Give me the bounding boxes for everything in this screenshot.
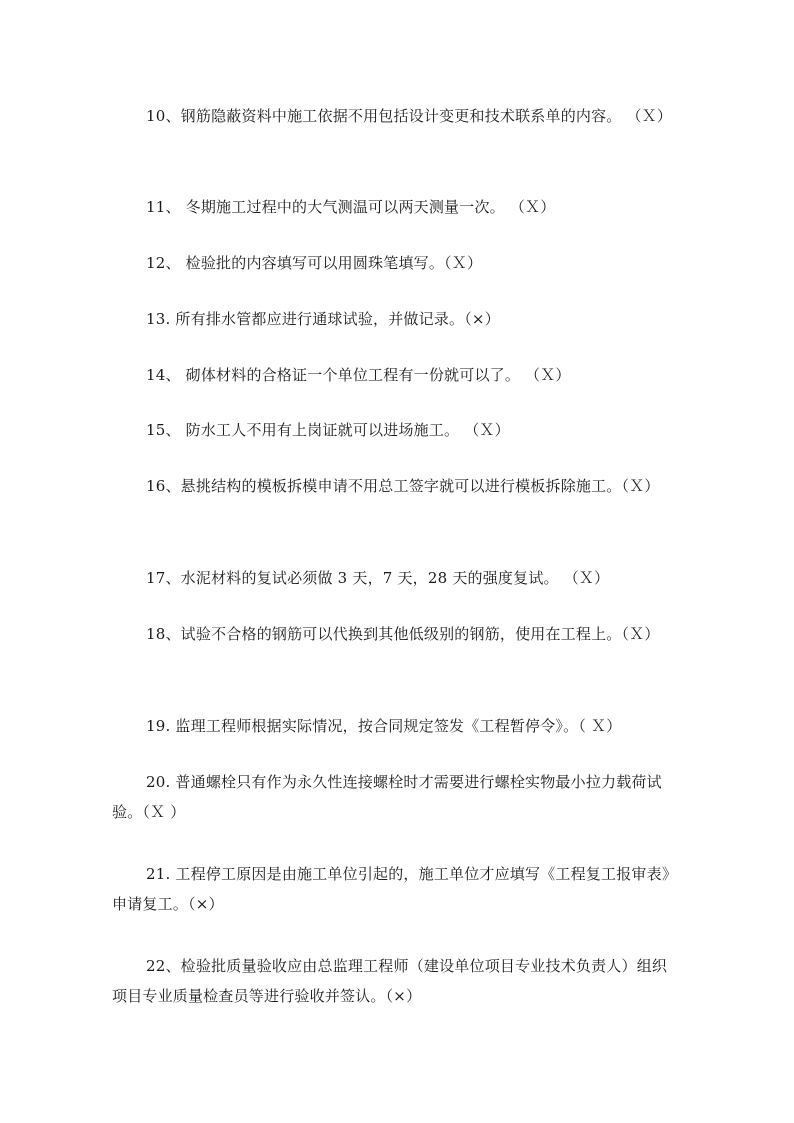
question-item-20: 20. 普通螺栓只有作为永久性连接螺栓时才需要进行螺栓实物最小拉力载荷试验。（Ｘ ） bbox=[112, 773, 662, 821]
question-item-22: 22、检验批质量验收应由总监理工程师（建设单位项目专业技术负责人）组织项目专业质量检查员等进行验收并签认。（×） bbox=[112, 957, 668, 1005]
question-item-10: 10、钢筋隐蔽资料中施工依据不用包括设计变更和技术联系单的内容。 （Ｘ） bbox=[146, 107, 673, 125]
question-item-18: 18、试验不合格的钢筋可以代换到其他低级别的钢筋，使用在工程上。（Ｘ） bbox=[146, 625, 660, 643]
question-item-11: 11、 冬期施工过程中的大气测温可以两天测量一次。 （Ｘ） bbox=[146, 198, 556, 216]
question-item-14: 14、 砌体材料的合格证一个单位工程有一份就可以了。 （Ｘ） bbox=[146, 366, 571, 384]
question-item-16: 16、悬挑结构的模板拆模申请不用总工签字就可以进行模板拆除施工。（Ｘ） bbox=[146, 477, 660, 495]
question-item-17: 17、水泥材料的复试必须做 3 天，7 天，28 天的强度复试。 （Ｘ） bbox=[146, 569, 610, 587]
question-item-21: 21. 工程停工原因是由施工单位引起的，施工单位才应填写《工程复工报审表》申请复工。（×） bbox=[112, 865, 670, 913]
question-item-15: 15、 防水工人不用有上岗证就可以进场施工。 （Ｘ） bbox=[146, 421, 510, 439]
question-item-12: 12、 检验批的内容填写可以用圆珠笔填写。（Ｘ） bbox=[146, 254, 483, 272]
question-item-19: 19. 监理工程师根据实际情况，按合同规定签发《工程暂停令》。（ Ｘ） bbox=[146, 717, 622, 735]
question-item-13: 13. 所有排水管都应进行通球试验，并做记录。（×） bbox=[146, 310, 500, 328]
